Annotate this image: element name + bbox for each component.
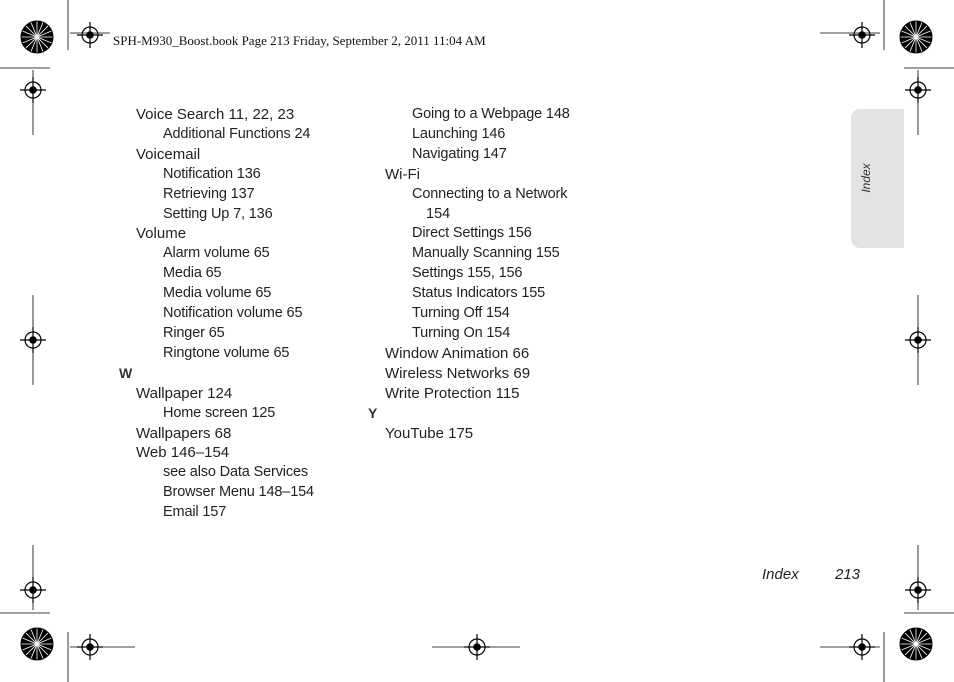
index-entry: Window Animation 66	[385, 344, 530, 362]
index-subentry: Email 157	[163, 504, 227, 521]
index-entry: Voicemail	[136, 145, 201, 163]
index-subentry: Notification volume 65	[163, 305, 303, 322]
index-column-left	[118, 105, 358, 523]
index-subentry: Going to a Webpage 148	[412, 106, 570, 122]
index-subentry-continuation: 154	[426, 205, 451, 222]
index-subentry: Alarm volume 65	[163, 245, 270, 262]
index-subentry: Setting Up 7, 136	[163, 205, 273, 222]
index-entry: Voice Search 11, 22, 23	[136, 106, 295, 123]
section-tab-label: Index	[859, 163, 873, 193]
index-subentry: Retrieving 137	[163, 185, 255, 202]
index-column-right	[367, 105, 607, 443]
index-subentry: Turning Off 154	[412, 305, 510, 322]
index-entry: Web 146–154	[136, 444, 230, 462]
index-entry: Wallpaper 124	[136, 384, 233, 402]
index-subentry: Manually Scanning 155	[412, 245, 560, 262]
index-entry: YouTube 175	[385, 424, 474, 442]
index-subentry: Settings 155, 156	[412, 265, 523, 282]
index-subentry: see also Data Services	[163, 464, 308, 481]
index-subentry: Navigating 147	[412, 145, 507, 162]
index-subentry: Home screen 125	[163, 404, 276, 421]
index-subentry: Direct Settings 156	[412, 225, 532, 242]
index-subentry: Connecting to a Network	[412, 185, 568, 202]
index-subentry: Media 65	[163, 265, 222, 282]
index-subentry: Turning On 154	[412, 324, 511, 341]
index-subentry: Ringer 65	[163, 324, 225, 341]
index-entry: Wallpapers 68	[136, 424, 232, 442]
index-letter-heading: W	[119, 364, 133, 381]
index-subentry: Browser Menu 148–154	[163, 484, 314, 501]
index-entry: Write Protection 115	[385, 384, 520, 402]
index-subentry: Launching 146	[412, 125, 506, 142]
index-subentry: Status Indicators 155	[412, 285, 546, 302]
index-subentry: Ringtone volume 65	[163, 344, 290, 361]
print-header: SPH-M930_Boost.book Page 213 Friday, September 2, 2011 11:04 AM	[113, 33, 486, 48]
page-number: 213	[835, 566, 861, 583]
index-entry: Wi-Fi	[385, 165, 420, 183]
index-subentry: Additional Functions 24	[163, 125, 311, 142]
index-entry: Wireless Networks 69	[385, 364, 531, 382]
index-subentry: Media volume 65	[163, 285, 272, 302]
footer-section-label: Index	[762, 566, 799, 583]
index-letter-heading: Y	[368, 404, 378, 421]
index-entry: Volume	[136, 225, 187, 243]
index-subentry: Notification 136	[163, 165, 261, 182]
